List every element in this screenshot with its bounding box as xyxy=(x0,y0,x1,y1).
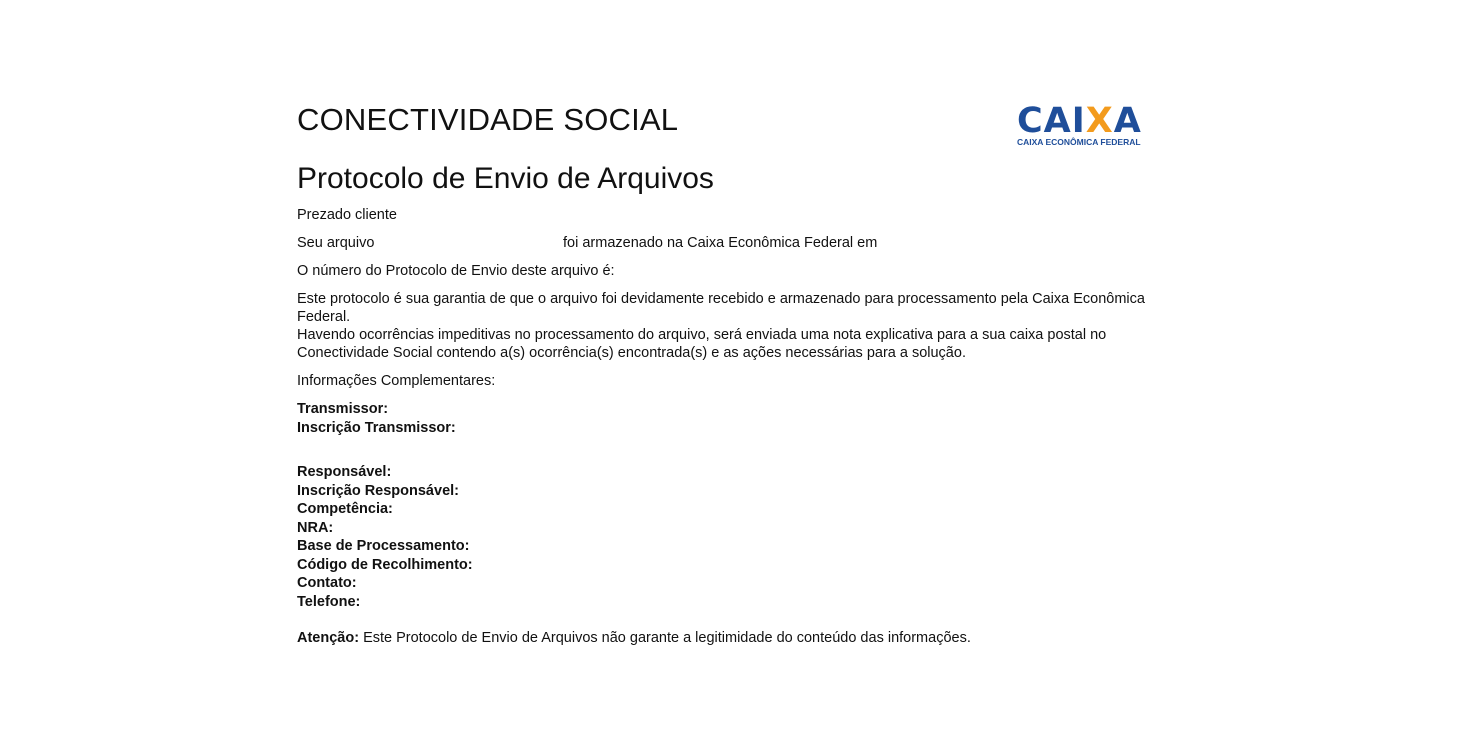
complementary-heading: Informações Complementares: xyxy=(297,373,496,389)
field-label: Contato: xyxy=(297,575,357,591)
caixa-logo-part1: CAI xyxy=(1017,101,1086,141)
protocol-document xyxy=(297,100,1167,662)
caixa-logo-wordmark xyxy=(1017,101,1153,141)
document-title: Protocolo de Envio de Arquivos xyxy=(297,162,714,195)
spacer xyxy=(297,437,1167,463)
field-label: Telefone: xyxy=(297,593,361,610)
file-stored-line xyxy=(297,234,1167,252)
caixa-logo xyxy=(1017,101,1153,147)
field-label: Inscrição Responsável: xyxy=(297,482,459,499)
greeting: Prezado cliente xyxy=(297,207,397,223)
attention-text: Este Protocolo de Envio de Arquivos não garante a legitimidade do conteúdo das informações. xyxy=(359,630,971,646)
field-label: Transmissor: xyxy=(297,401,389,417)
file-line-stored-text: foi armazenado na Caixa Econômica Federal em xyxy=(563,235,878,251)
field-label: NRA: xyxy=(297,519,334,536)
document-header xyxy=(297,100,1167,146)
system-title: CONECTIVIDADE SOCIAL xyxy=(297,102,679,137)
field-label: Responsável: xyxy=(297,464,392,480)
guarantee-paragraph: Este protocolo é sua garantia de que o arquivo foi devidamente recebido e armazenado para processamento pela Caixa Econômica Federal. xyxy=(297,291,1145,325)
responsible-fields xyxy=(297,463,1167,611)
caixa-logo-part2: A xyxy=(1113,101,1142,141)
occurrences-paragraph: Havendo ocorrências impeditivas no processamento do arquivo, será enviada uma nota explicativa para a sua caixa postal no Conectividade Social contendo a(s) ocorrência(s) encontrada(s) e as ações necessárias para a solução. xyxy=(297,327,1107,361)
transmitter-fields xyxy=(297,400,1167,437)
caixa-logo-x: X xyxy=(1085,101,1114,141)
field-label: Código de Recolhimento: xyxy=(297,556,473,573)
caixa-logo-subtitle: CAIXA ECONÔMICA FEDERAL xyxy=(1017,137,1141,147)
file-line-label: Seu arquivo xyxy=(297,235,375,251)
protocol-number-line: O número do Protocolo de Envio deste arquivo é: xyxy=(297,263,615,279)
attention-notice xyxy=(297,629,1167,647)
attention-label: Atenção: xyxy=(297,630,360,646)
guarantee-notice xyxy=(297,290,1167,362)
field-label: Inscrição Transmissor: xyxy=(297,419,456,436)
field-label: Competência: xyxy=(297,501,393,517)
field-label: Base de Processamento: xyxy=(297,538,470,554)
